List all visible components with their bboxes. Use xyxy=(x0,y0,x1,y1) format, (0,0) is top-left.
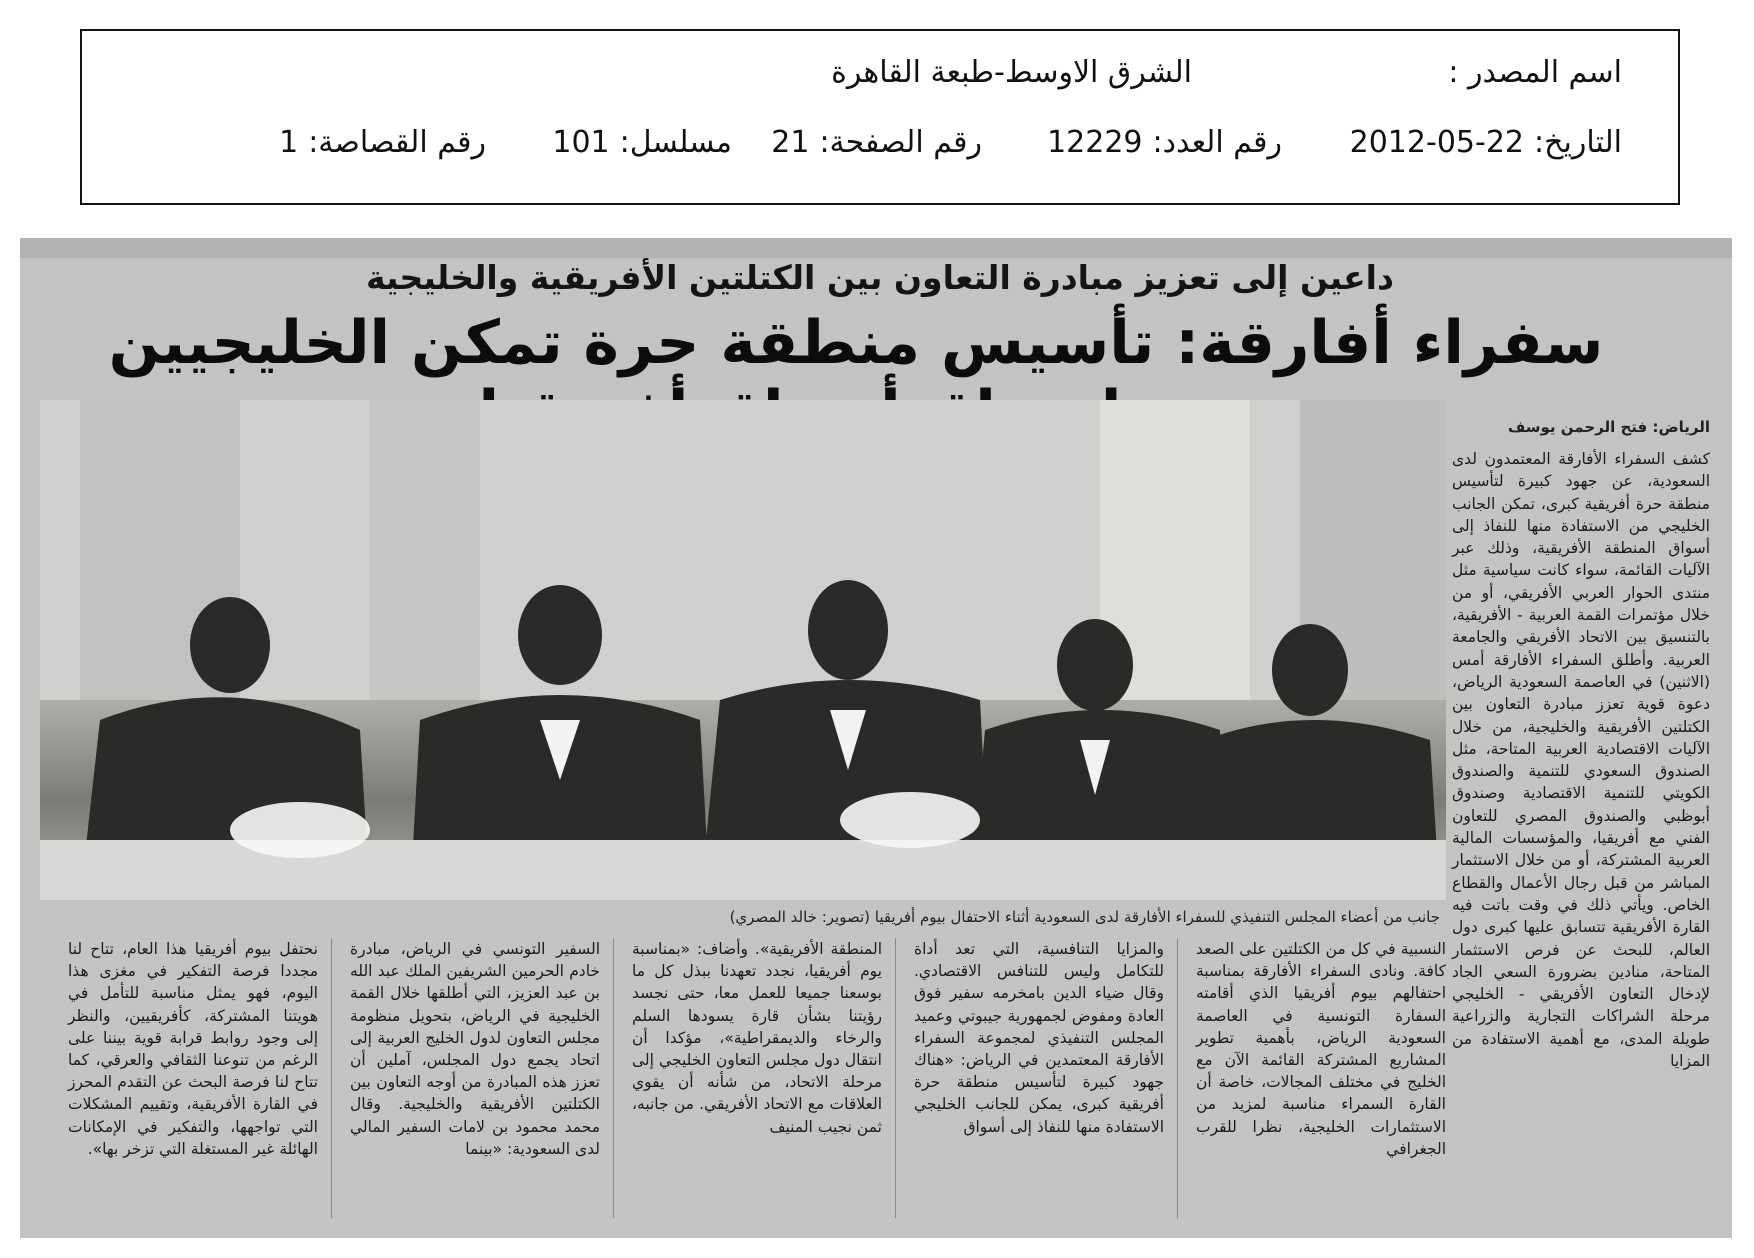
clip-number-value: 1 xyxy=(279,125,299,160)
article-column-2 xyxy=(914,938,1164,1138)
article-column-1 xyxy=(1196,938,1446,1160)
serial-field xyxy=(552,125,732,160)
column-4-text: السفير التونسي في الرياض، مبادرة خادم الحرمين الشريفين الملك عبد الله بن عبد العزيز، التي أطلقها خلال القمة الخليجية في الرياض، بتحويل منظومة مجلس التعاون لدول الخليج العربية إلى اتحاد يجمع دول المجلس، آملين أن تعزز هذه المبادرة من أوجه التعاون بين الكتلتين الأفريقية والخليجية. وقال محمد محمود بن لامات السفير المالي لدى السعودية: «بينما xyxy=(350,940,600,1158)
source-field xyxy=(1448,55,1622,90)
date-value: 22-05-2012 xyxy=(1349,125,1525,160)
page-label: رقم الصفحة: xyxy=(819,125,982,160)
photo-illustration xyxy=(40,400,1446,900)
issue-label: رقم العدد: xyxy=(1152,125,1282,160)
page-value: 21 xyxy=(771,125,810,160)
serial-label: مسلسل: xyxy=(619,125,732,160)
column-2-text: والمزايا التنافسية، التي تعد أداة للتكامل وليس للتنافس الاقتصادي. وقال ضياء الدين بامخرمه سفير فوق العادة ومفوض لجمهورية جيبوتي وعميد المجلس التنفيذي لمجموعة السفراء الأفارقة المعتمدين في الرياض: «هناك جهود كبيرة لتأسيس منطقة حرة أفريقية كبرى، يمكن للجانب الخليجي الاستفادة منها للنفاذ إلى أسواق xyxy=(914,940,1164,1136)
newspaper-clipping xyxy=(20,238,1732,1238)
source-value: الشرق الاوسط-طبعة القاهرة xyxy=(831,55,1192,90)
source-label: اسم المصدر : xyxy=(1448,55,1622,90)
column-divider xyxy=(613,938,614,1218)
column-divider xyxy=(331,938,332,1218)
article-column-3 xyxy=(632,938,882,1138)
photo-caption: جانب من أعضاء المجلس التنفيذي للسفراء الأفارقة لدى السعودية أثناء الاحتفال بيوم أفريقيا (تصوير: خالد المصري) xyxy=(729,908,1440,926)
article-byline: الرياض: فتح الرحمن يوسف xyxy=(1507,418,1710,436)
clip-number-field xyxy=(279,125,486,160)
date-label: التاريخ: xyxy=(1534,125,1622,160)
clip-number-label: رقم القصاصة: xyxy=(308,125,486,160)
serial-value: 101 xyxy=(552,125,610,160)
column-1-text: النسبية في كل من الكتلتين على الصعد كافة. ونادى السفراء الأفارقة بمناسبة احتفالهم بيوم أفريقيا الذي أقامته السفارة التونسية في العاصمة السعودية الرياض، بأهمية تطوير المشاريع المشتركة القائمة الآن مع الخليج في مختلف المجالات، خاصة أن القارة السمراء مناسبة لمزيد من الاستثمارات الخليجية، نظرا للقرب الجغرافي xyxy=(1196,940,1446,1158)
article-bottom-columns xyxy=(40,938,1446,1238)
article-column-4 xyxy=(350,938,600,1160)
column-divider xyxy=(895,938,896,1218)
source-value-field xyxy=(831,55,1202,90)
column-5-text: نحتفل بيوم أفريقيا هذا العام، تتاح لنا مجددا فرصة التفكير في مغزى هذا اليوم، فهو يمثل مناسبة للتأمل في هويتنا المشتركة، كأفريقيين، والنظر إلى وجود روابط قرابة قوية بيننا على الرغم من تنوعنا الثقافي والعرقي، كما تتاح لنا فرصة البحث عن التقدم المحرز في القارة الأفريقية، وتقييم المشكلات التي تواجهها، والتفكير في الإمكانات الهائلة غير المستغلة التي تزخر بها». xyxy=(68,940,318,1158)
column-3-text: المنطقة الأفريقية». وأضاف: «بمناسبة يوم أفريقيا، نجدد تعهدنا ببذل كل ما بوسعنا جميعا للعمل معا، حتى نجسد رؤيتنا بشأن قارة يسودها السلم والرخاء والديمقراطية»، مؤكدا أن انتقال دول مجلس التعاون الخليجي إلى مرحلة الاتحاد، من شأنه أن يقوي العلاقات مع الاتحاد الأفريقي. من جانبه، ثمن نجيب المنيف xyxy=(632,940,882,1136)
column-divider xyxy=(1177,938,1178,1218)
issue-field xyxy=(1047,125,1282,160)
article-photo xyxy=(40,400,1446,900)
page-field xyxy=(771,125,982,160)
article-right-column xyxy=(1452,448,1710,1072)
issue-value: 12229 xyxy=(1047,125,1143,160)
clipping-top-strip xyxy=(20,238,1732,258)
article-subheadline: داعين إلى تعزيز مبادرة التعاون بين الكتلتين الأفريقية والخليجية xyxy=(366,258,1394,297)
right-column-text: كشف السفراء الأفارقة المعتمدون لدى السعودية، عن جهود كبيرة لتأسيس منطقة حرة أفريقية كبرى، تمكن الجانب الخليجي من الاستفادة منها للنفاذ إلى أسواق المنطقة الأفريقية، وذلك عبر الآليات القائمة، سواء كانت سياسية مثل منتدى الحوار العربي الأفريقي، أو من خلال مؤتمرات القمة العربية - الأفريقية، بالتنسيق بين الاتحاد الأفريقي والجامعة العربية. وأطلق السفراء الأفارقة أمس (الاثنين) في العاصمة السعودية الرياض، دعوة قوية تعزز مبادرة التعاون بين الكتلتين الأفريقية والخليجية، من خلال الآليات الاقتصادية العربية المتاحة، مثل الصندوق السعودي للتنمية والصندوق الكويتي للتنمية الاقتصادية وصندوق أبوظبي والصندوق المصري للتعاون الفني مع أفريقيا، والمؤسسات المالية العربية المشتركة، أو من خلال الاستثمار المباشر من قبل رجال الأعمال والقطاع الخاص. ويأتي ذلك في وقت باتت فيه القارة الأفريقية تتسابق عليها كبرى دول العالم، للبحث عن فرص الاستثمار المتاحة، منادين بضرورة السعي الجاد لإدخال التعاون الأفريقي - الخليجي مرحلة الشراكات التجارية والزراعية طويلة المدى، مع أهمية الاستفادة من المزايا xyxy=(1452,450,1710,1071)
date-field xyxy=(1350,125,1622,160)
article-headline: سفراء أفارقة: تأسيس منطقة حرة تمكن الخليجيين xyxy=(108,308,1604,378)
article-column-5 xyxy=(68,938,318,1160)
source-info-box xyxy=(80,29,1680,205)
